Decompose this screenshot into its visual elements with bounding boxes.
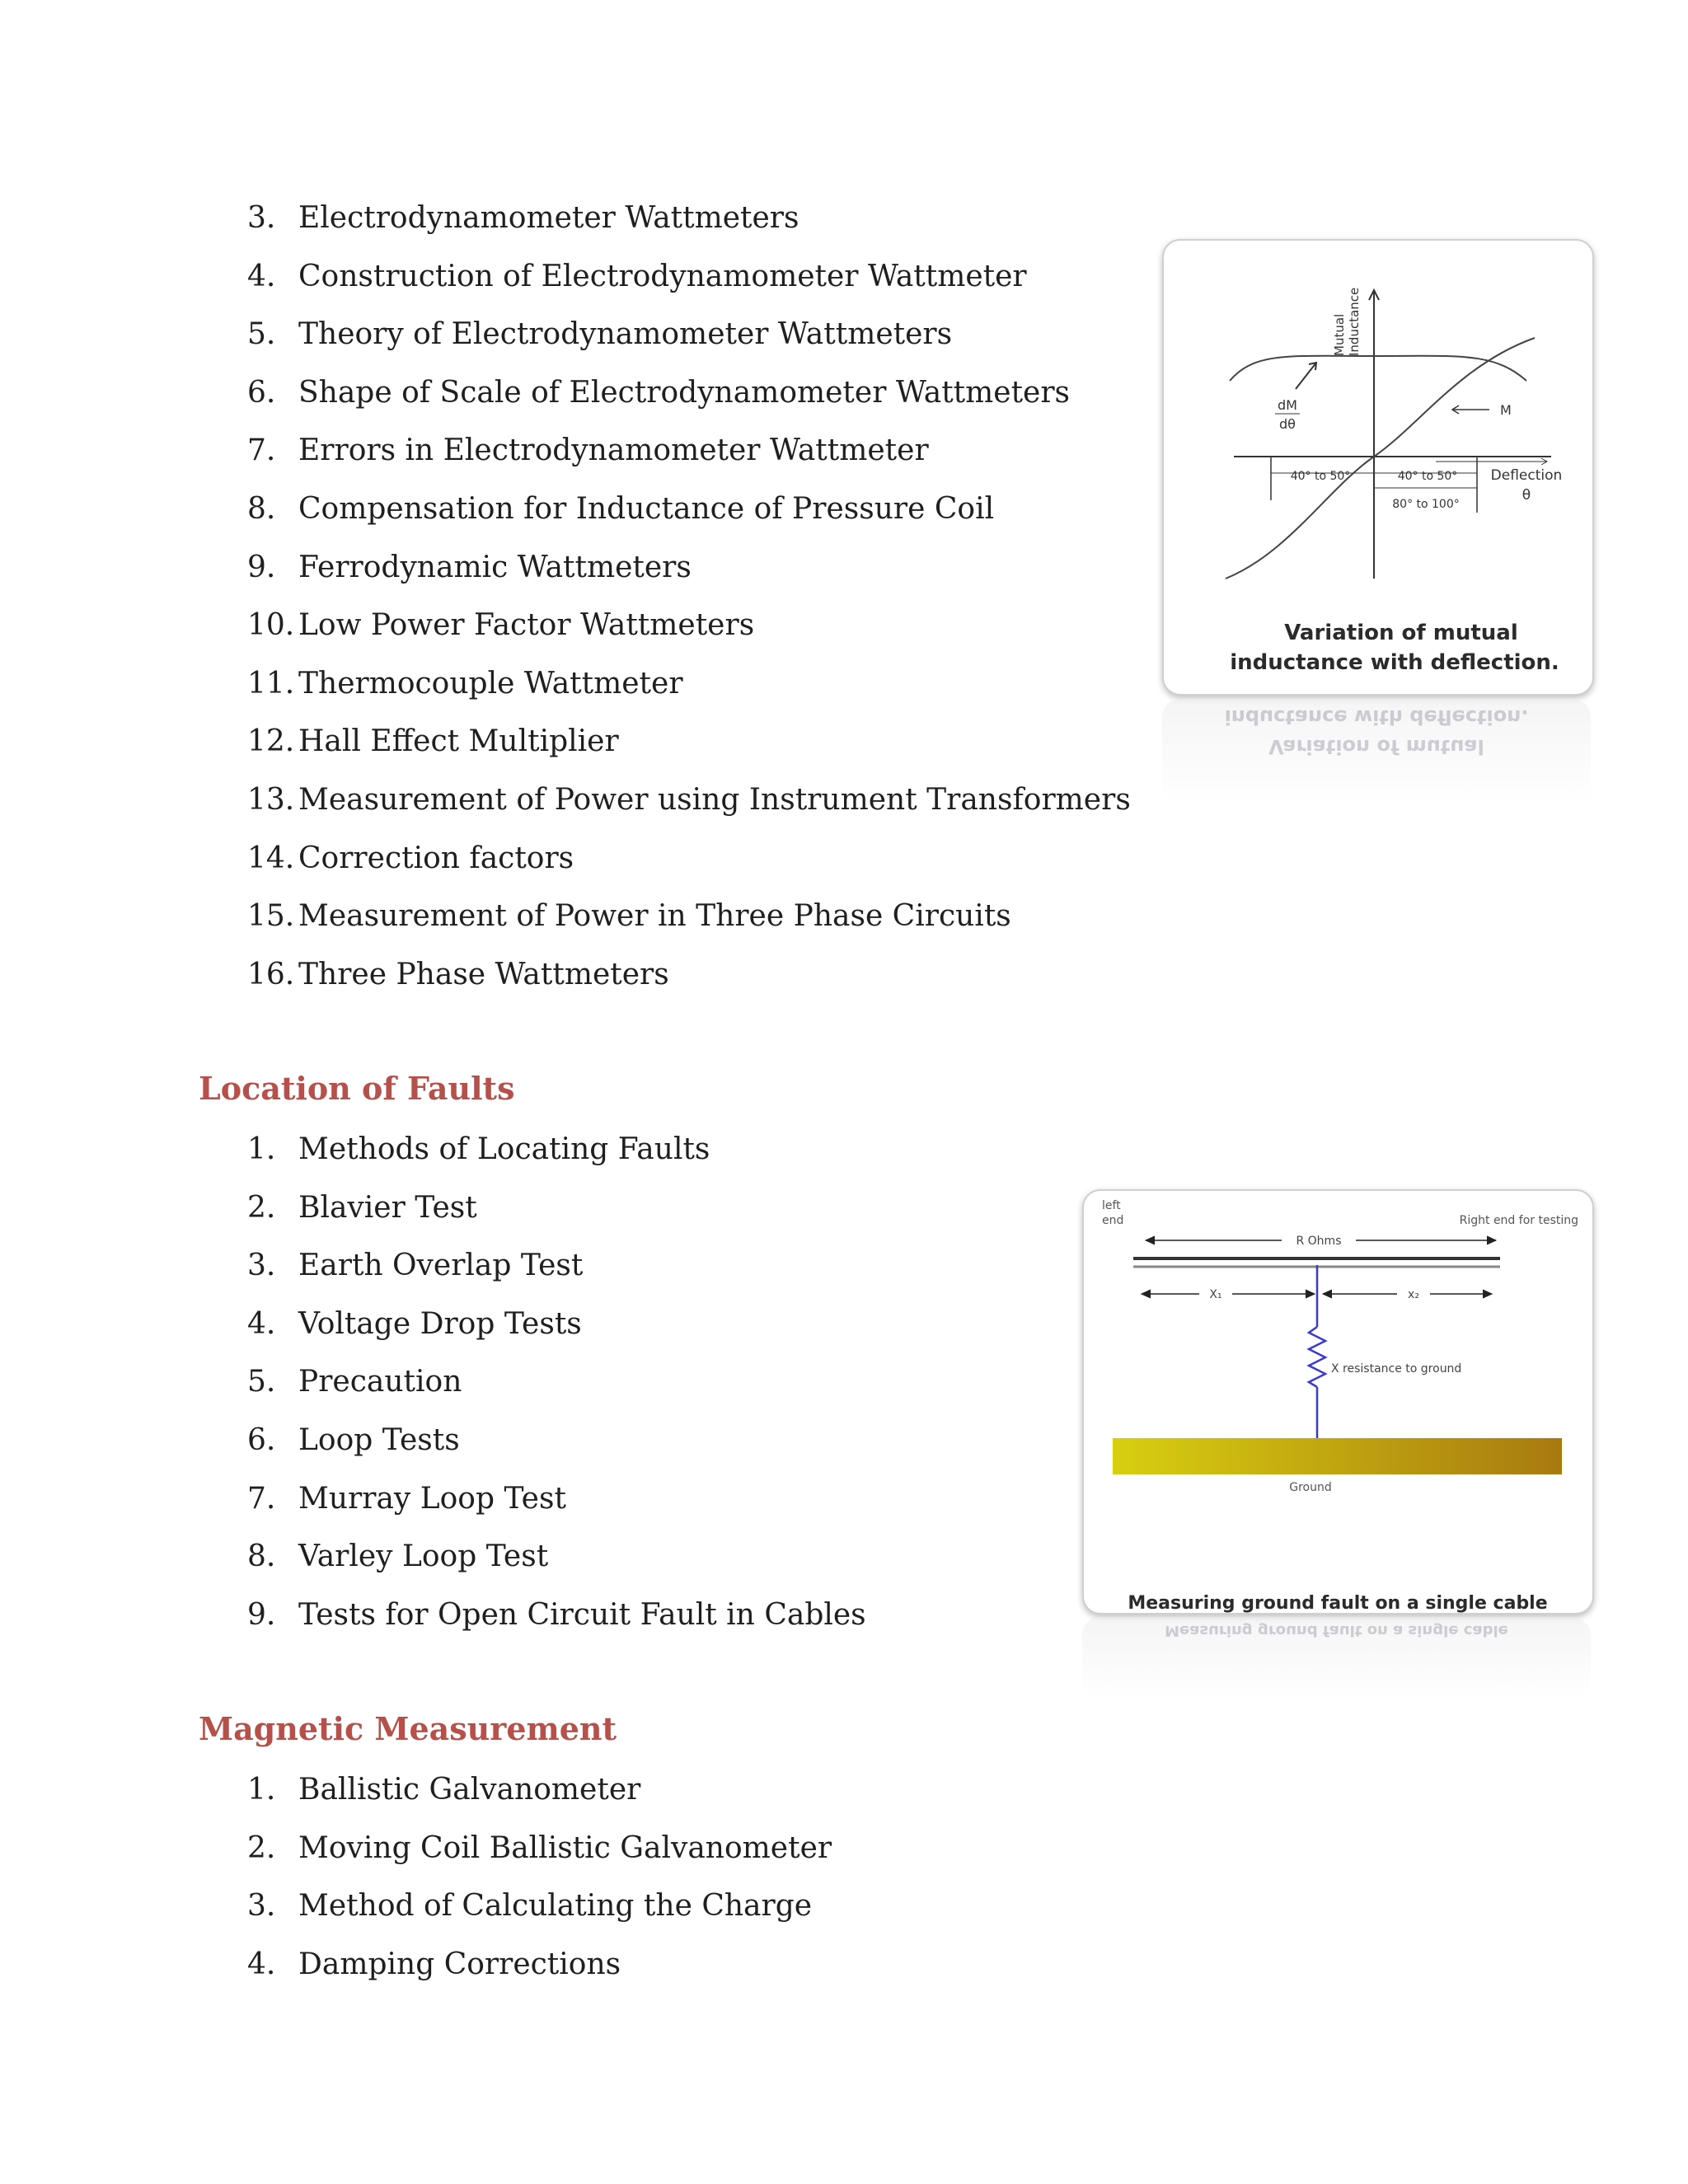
- list-item-number: 14.: [247, 841, 295, 875]
- list-item-text: Construction of Electrodynamometer Wattmeter: [298, 259, 1027, 293]
- list-item-text: Voltage Drop Tests: [298, 1306, 582, 1341]
- list-item-text: Tests for Open Circuit Fault in Cables: [298, 1597, 866, 1632]
- list-item-number: 8.: [247, 1540, 276, 1574]
- list-item-text: Theory of Electrodynamometer Wattmeters: [298, 317, 953, 352]
- x1-label: X₁: [1209, 1288, 1222, 1301]
- list-item: [247, 666, 683, 702]
- list-item-number: 4.: [247, 1947, 276, 1981]
- m-label: M: [1500, 402, 1512, 418]
- fault-resistor: [1309, 1265, 1325, 1438]
- list-item-number: 5.: [247, 1365, 276, 1399]
- y-axis-label-line2: Inductance: [1347, 287, 1362, 356]
- list-item-number: 6.: [247, 375, 276, 410]
- ground-fault-figure: [1082, 1189, 1594, 1615]
- left-end-label-line1: left: [1102, 1199, 1121, 1212]
- list-item-text: Earth Overlap Test: [298, 1249, 584, 1283]
- list-item-text: Loop Tests: [298, 1423, 460, 1457]
- list-item-number: 4.: [247, 259, 276, 293]
- list-item-text: Electrodynamometer Wattmeters: [298, 201, 799, 235]
- section-heading-location-of-faults: Location of Faults: [199, 1070, 515, 1107]
- figure2-reflection-caption: Measuring ground fault on a single cable: [1165, 1622, 1508, 1639]
- list-item-text: Method of Calculating the Charge: [298, 1889, 813, 1924]
- list-item: [247, 1306, 582, 1343]
- x2-label: x₂: [1408, 1288, 1419, 1301]
- range-bottom-label: 80° to 100°: [1392, 498, 1460, 511]
- list-item-text: Hall Effect Multiplier: [298, 724, 619, 759]
- r-ohms-label: R Ohms: [1296, 1235, 1342, 1248]
- list-item-number: 1.: [247, 1773, 276, 1807]
- list-item: [247, 259, 1027, 295]
- list-item-number: 15.: [247, 899, 295, 934]
- list-item-number: 10.: [247, 608, 295, 643]
- figure1-reflection-line1: inductance with deflection.: [1224, 705, 1529, 729]
- list-item-number: 7.: [247, 1481, 276, 1516]
- list-item: [247, 433, 929, 469]
- list-item-number: 3.: [247, 1249, 276, 1283]
- mutual-inductance-diagram: [1164, 241, 1592, 694]
- left-end-label-line2: end: [1102, 1214, 1124, 1227]
- range-left-label: 40° to 50°: [1290, 470, 1351, 483]
- list-item-text: Methods of Locating Faults: [298, 1132, 710, 1166]
- right-end-label: Right end for testing: [1459, 1214, 1578, 1227]
- list-item-text: Measurement of Power in Three Phase Circuits: [298, 899, 1011, 934]
- theta-label: θ: [1522, 487, 1531, 504]
- range-right-label: 40° to 50°: [1397, 470, 1458, 483]
- figure1-reflection: [1162, 699, 1591, 806]
- m-curve: [1226, 338, 1535, 579]
- figure1-reflection-line2: Variation of mutual: [1268, 735, 1484, 758]
- list-item: [247, 607, 754, 644]
- dtheta-label: dθ: [1279, 416, 1296, 432]
- figure2-reflection: [1082, 1617, 1591, 1699]
- list-item: [247, 724, 619, 760]
- list-item: [247, 316, 952, 353]
- list-item-text: Ballistic Galvanometer: [298, 1773, 641, 1807]
- list-item-number: 4.: [247, 1306, 276, 1341]
- list-item-text: Thermocouple Wattmeter: [298, 666, 683, 701]
- y-axis-label-line1: Mutual: [1332, 313, 1347, 356]
- list-item: [247, 898, 1011, 935]
- list-item: [247, 491, 994, 527]
- list-item: [247, 550, 692, 586]
- list-item: [247, 957, 669, 993]
- list-item-text: Varley Loop Test: [298, 1540, 549, 1574]
- ground-label: Ground: [1289, 1481, 1332, 1494]
- list-item-number: 9.: [247, 550, 276, 584]
- dm-label: dM: [1278, 397, 1297, 413]
- list-item-number: 3.: [247, 1889, 276, 1924]
- list-item-number: 16.: [247, 957, 295, 991]
- list-item-text: Shape of Scale of Electrodynamometer Wattmeters: [298, 375, 1071, 410]
- list-item: [247, 1597, 866, 1633]
- ground-fault-diagram: [1084, 1191, 1592, 1613]
- list-item-number: 2.: [247, 1190, 276, 1225]
- list-item: [247, 1830, 832, 1867]
- list-item-number: 1.: [247, 1132, 276, 1166]
- list-item-number: 11.: [247, 666, 295, 701]
- list-item-text: Low Power Factor Wattmeters: [298, 608, 755, 643]
- list-item-number: 12.: [247, 724, 295, 759]
- list-item-number: 7.: [247, 434, 276, 468]
- list-item-number: 13.: [247, 783, 295, 817]
- list-item: [247, 1481, 566, 1517]
- list-item: [247, 375, 1070, 411]
- list-item: [247, 841, 574, 877]
- list-item: [247, 1190, 477, 1226]
- list-item-text: Moving Coil Ballistic Galvanometer: [298, 1830, 832, 1865]
- list-item-text: Measurement of Power using Instrument Transformers: [298, 783, 1131, 817]
- ground-bar: [1113, 1438, 1562, 1474]
- x-axis-label: Deflection: [1490, 467, 1563, 484]
- resistance-label: X resistance to ground: [1331, 1362, 1462, 1376]
- list-item-number: 3.: [247, 201, 276, 235]
- list-item: [247, 1539, 548, 1575]
- list-item: [247, 1132, 710, 1168]
- list-item-text: Correction factors: [298, 841, 574, 875]
- list-item-text: Compensation for Inductance of Pressure Coil: [298, 492, 995, 526]
- list-item: [247, 782, 1131, 818]
- list-item-text: Ferrodynamic Wattmeters: [298, 550, 692, 584]
- list-item-text: Murray Loop Test: [298, 1481, 566, 1516]
- list-item: [247, 1248, 583, 1284]
- figure1-caption-line1: Variation of mutual: [1284, 621, 1518, 645]
- list-item-text: Blavier Test: [298, 1190, 477, 1225]
- list-item: [247, 1364, 462, 1400]
- figure1-caption-line2: inductance with deflection.: [1230, 650, 1559, 675]
- list-item-text: Three Phase Wattmeters: [298, 957, 669, 991]
- list-item-number: 5.: [247, 317, 276, 352]
- list-item-number: 6.: [247, 1423, 276, 1457]
- mutual-inductance-figure: [1162, 239, 1594, 696]
- list-item-text: Precaution: [298, 1365, 462, 1399]
- list-item: [247, 200, 799, 237]
- figure2-caption: Measuring ground fault on a single cable: [1128, 1593, 1548, 1613]
- list-item-number: 9.: [247, 1597, 276, 1632]
- list-item: [247, 1772, 640, 1808]
- list-item: [247, 1947, 621, 1983]
- list-item-text: Errors in Electrodynamometer Wattmeter: [298, 434, 929, 468]
- list-item-number: 8.: [247, 492, 276, 526]
- list-item-text: Damping Corrections: [298, 1947, 621, 1981]
- list-item: [247, 1422, 460, 1459]
- list-item: [247, 1888, 812, 1924]
- list-item-number: 2.: [247, 1830, 276, 1865]
- dm-dtheta-curve: [1230, 356, 1526, 381]
- section-heading-magnetic-measurement: Magnetic Measurement: [199, 1710, 617, 1747]
